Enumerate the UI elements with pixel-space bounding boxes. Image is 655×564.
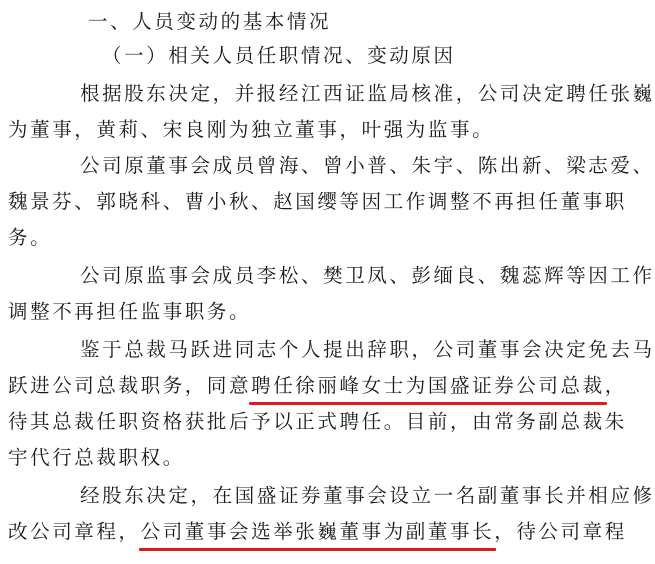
paragraph-line: 为董事，黄莉、宋良刚为独立董事，叶强为监事。 [8, 118, 495, 141]
highlighted-text: 公司董事会选举张巍董事为副董事长 [140, 520, 495, 543]
paragraph-line [8, 519, 627, 545]
text-segment: ，待公司章程 [494, 520, 627, 543]
paragraph-line: 经股东决定，在国盛证券董事会设立一名副董事长并相应修 [80, 484, 655, 507]
section-heading: 一、人员变动的基本情况 [88, 10, 332, 33]
subsection-heading: （一）相关人员任职情况、变动原因 [102, 44, 456, 67]
text-segment: ， [604, 374, 627, 397]
paragraph-line: 务。 [8, 226, 53, 249]
highlighted-text: 聘任徐丽峰女士为国盛证券公司总裁 [251, 374, 605, 397]
text-segment: 跃进公司总裁职务，同意 [8, 374, 252, 397]
paragraph-line: 魏景芬、郭晓科、曹小秋、赵国缨等因工作调整不再担任董事职 [8, 190, 627, 213]
paragraph-line: 调整不再担任监事职务。 [8, 300, 252, 323]
paragraph-line: 待其总裁任职资格获批后予以正式聘任。目前，由常务副总裁朱 [8, 410, 627, 433]
paragraph-line: 宇代行总裁职权。 [8, 446, 185, 469]
paragraph-line [8, 373, 627, 399]
text-segment: 改公司章程， [8, 520, 141, 543]
paragraph-line: 根据股东决定，并报经江西证监局核准，公司决定聘任张巍 [80, 82, 655, 105]
paragraph-line: 公司原监事会成员李松、樊卫凤、彭缅良、魏蕊辉等因工作 [80, 264, 655, 287]
paragraph-line: 鉴于总裁马跃进同志个人提出辞职，公司董事会决定免去马 [80, 338, 655, 361]
paragraph-line: 公司原董事会成员曾海、曾小普、朱宇、陈出新、梁志爱、 [80, 154, 655, 177]
